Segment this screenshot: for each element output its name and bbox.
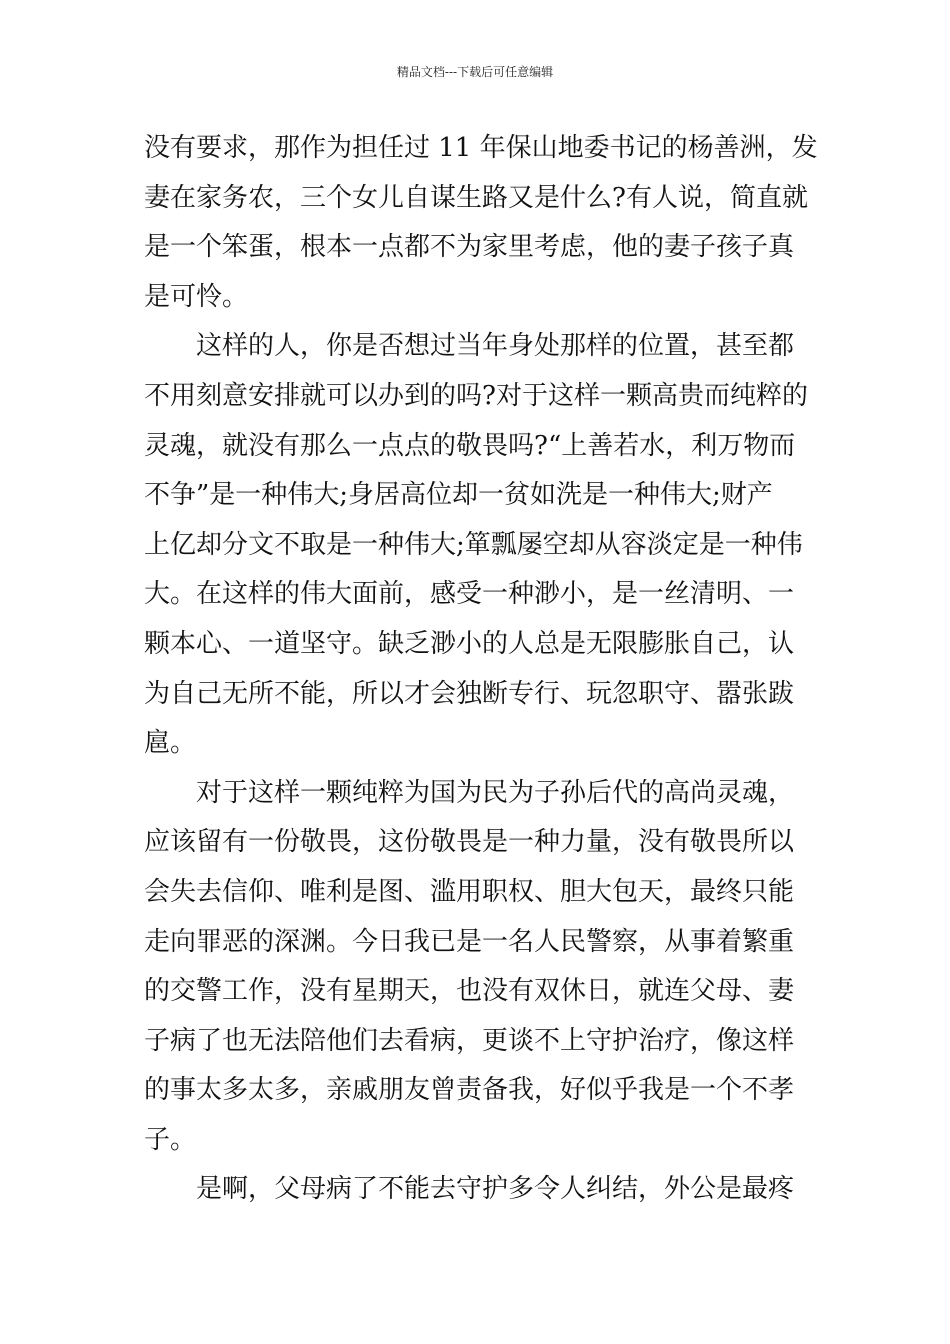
text-line: 是一个笨蛋，根本一点都不为家里考虑，他的妻子孩子真	[144, 232, 795, 263]
document-body	[144, 124, 818, 1215]
text-line: 颗本心、一道坚守。缺乏渺小的人总是无限膨胀自己，认	[144, 628, 795, 659]
text-line: 灵魂，就没有那么一点点的敬畏吗?“上善若水，利万物而	[144, 430, 796, 461]
text-line: 没有要求，那作为担任过 11 年保山地委书记的杨善洲，发	[144, 133, 818, 163]
text-line: 子。	[144, 1124, 197, 1155]
text-line: 对于这样一颗纯粹为国为民为子孙后代的高尚灵魂，	[144, 777, 795, 808]
text-line: 大。在这样的伟大面前，感受一种渺小，是一丝清明、一	[144, 579, 795, 610]
text-line: 这样的人，你是否想过当年身处那样的位置，甚至都	[144, 331, 795, 362]
text-line: 子病了也无法陪他们去看病，更谈不上守护治疗，像这样	[144, 1025, 795, 1056]
text-line: 会失去信仰、唯利是图、滥用职权、胆大包天，最终只能	[144, 876, 795, 907]
page-header: 精品文档---下载后可任意编辑	[396, 65, 554, 79]
text-line: 扈。	[144, 728, 197, 759]
text-line: 应该留有一份敬畏，这份敬畏是一种力量，没有敬畏所以	[144, 827, 795, 858]
text-line: 上亿却分文不取是一种伟大;箪瓢屡空却从容淡定是一种伟	[144, 529, 803, 560]
text-line: 妻在家务农，三个女儿自谋生路又是什么?有人说，简直就	[144, 182, 808, 213]
text-line: 是啊，父母病了不能去守护多令人纠结，外公是最疼	[144, 1174, 795, 1205]
text-line: 走向罪恶的深渊。今日我已是一名人民警察，从事着繁重	[144, 926, 795, 957]
text-line: 不争”是一种伟大;身居高位却一贫如洗是一种伟大;财产	[144, 480, 773, 511]
text-line: 是可怜。	[144, 281, 249, 312]
text-line: 的交警工作，没有星期天，也没有双休日，就连父母、妻	[144, 976, 795, 1007]
text-line: 为自己无所不能，所以才会独断专行、玩忽职守、嚣张跋	[144, 678, 795, 709]
text-line: 不用刻意安排就可以办到的吗?对于这样一颗高贵而纯粹的	[144, 380, 808, 411]
text-line: 的事太多太多，亲戚朋友曾责备我，好似乎我是一个不孝	[144, 1075, 795, 1106]
